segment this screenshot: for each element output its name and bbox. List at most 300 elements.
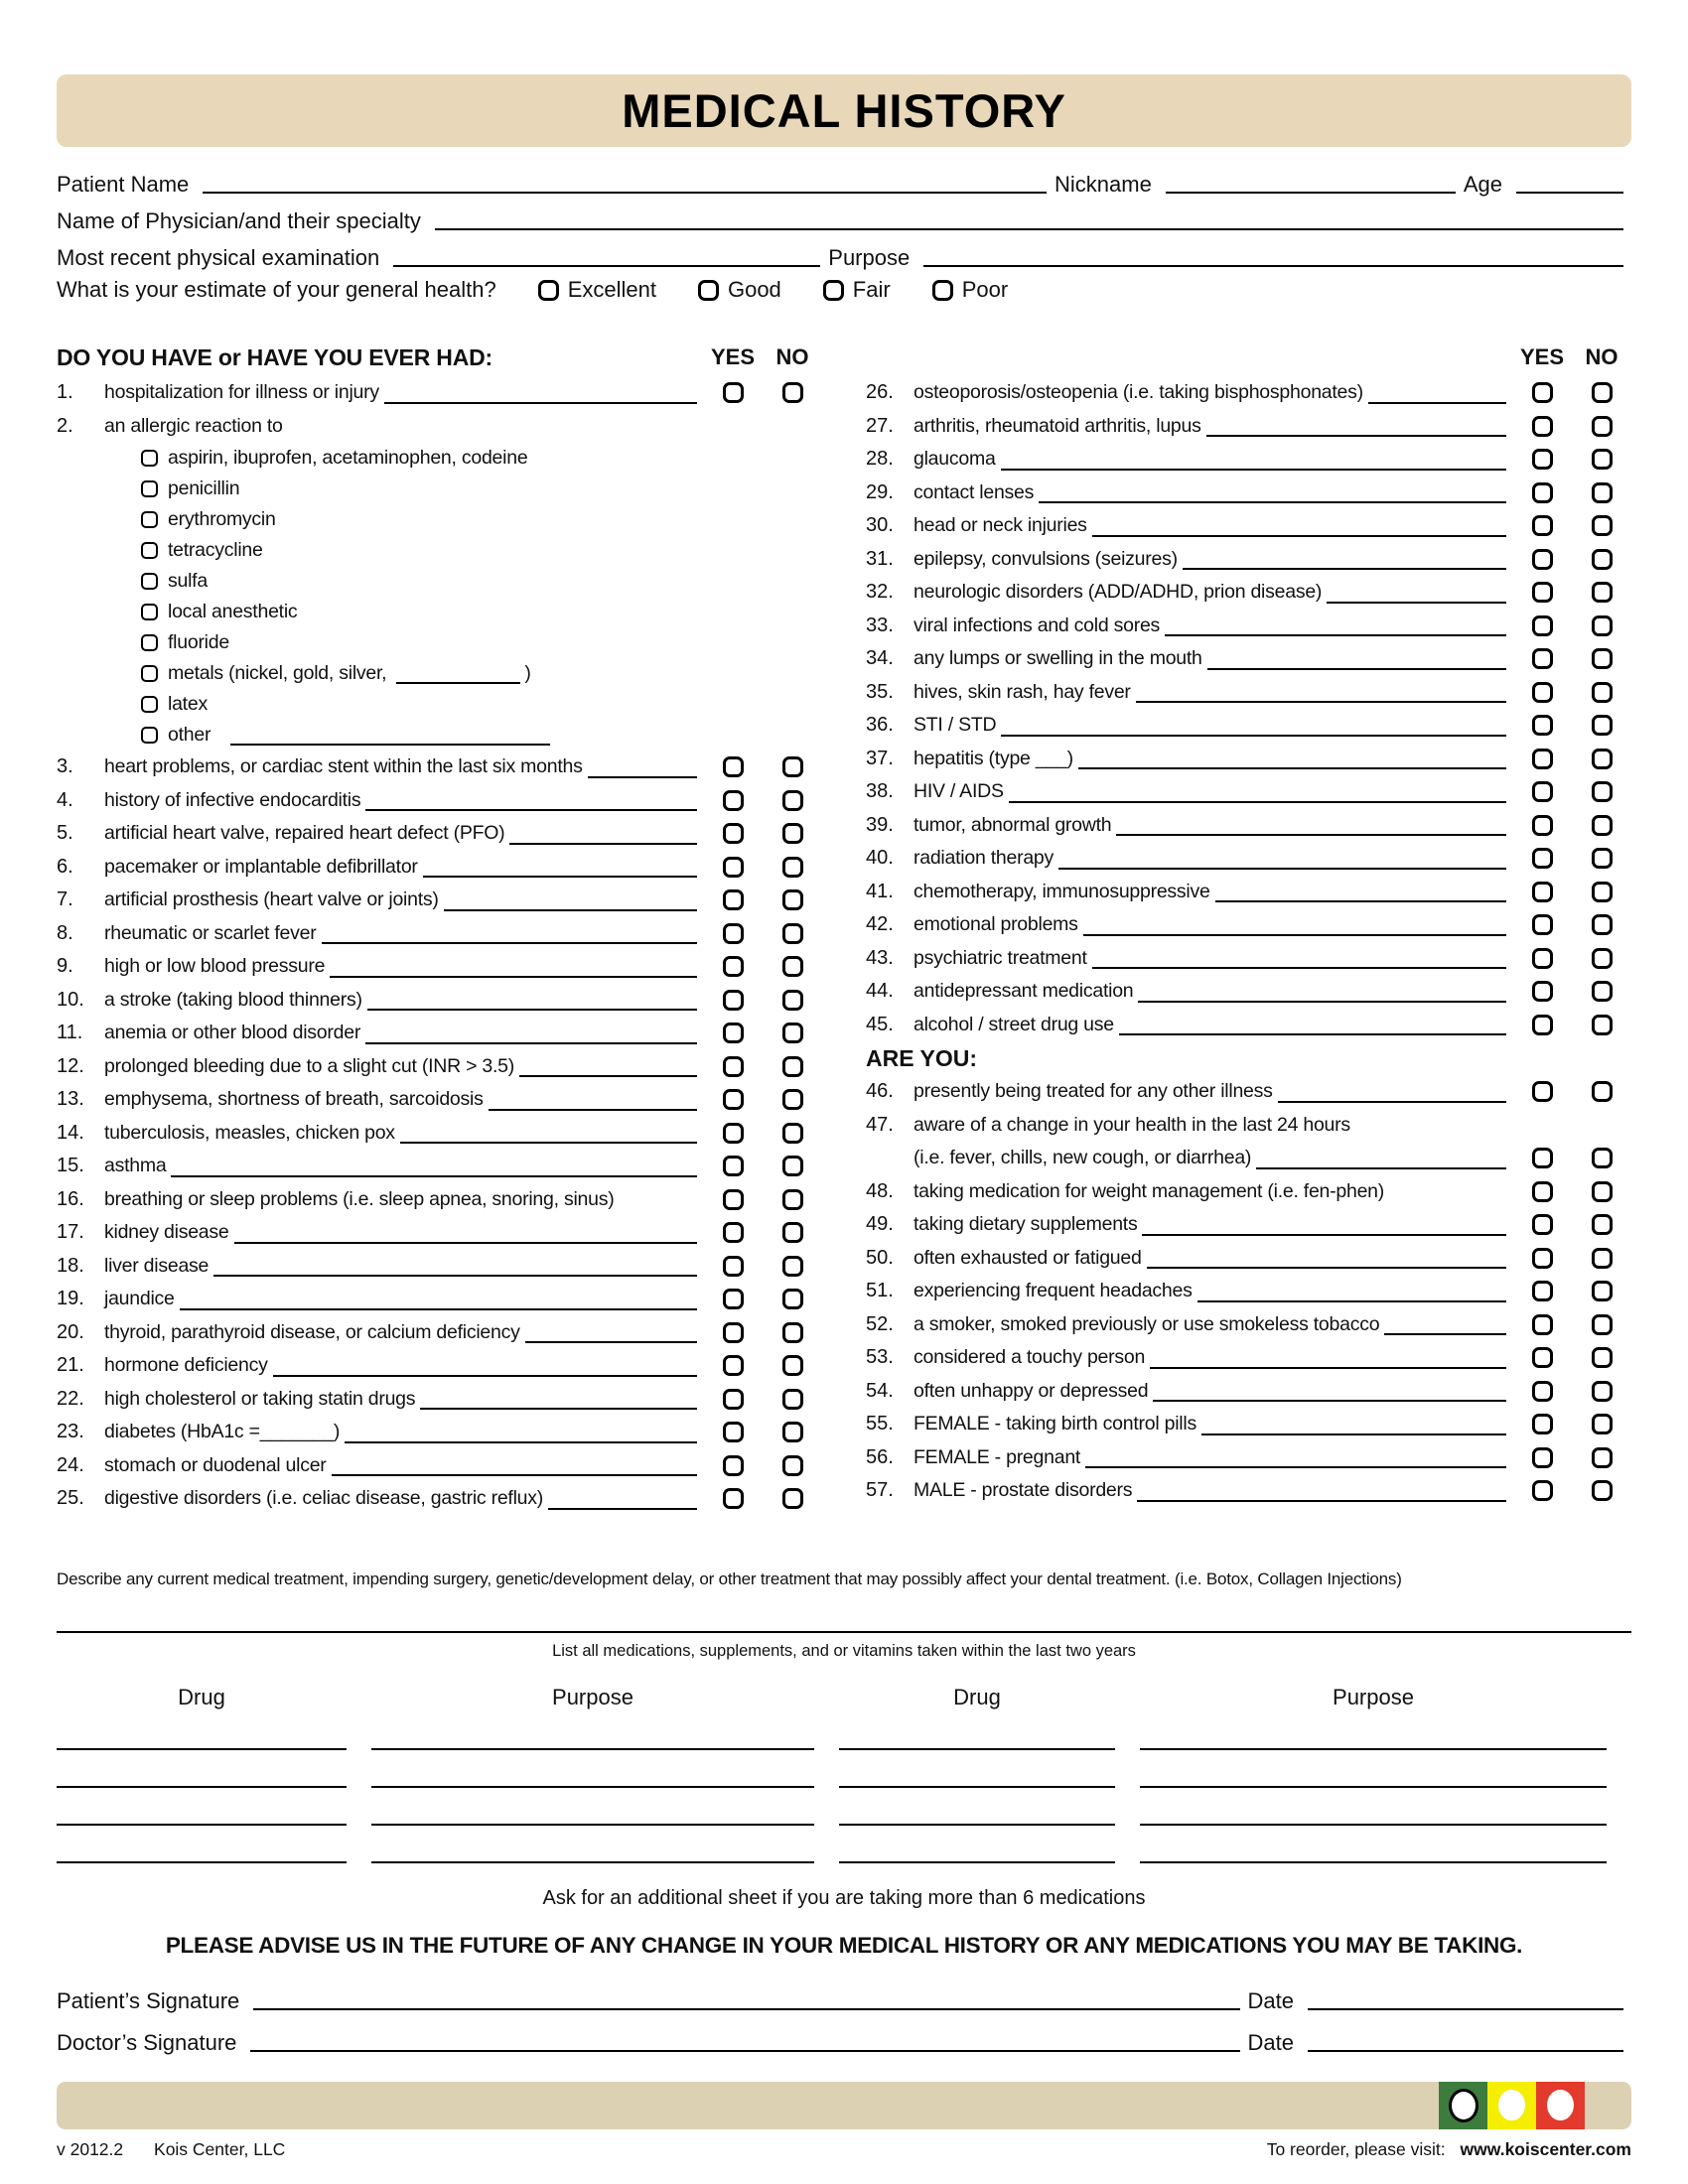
yes-cell [703,857,763,878]
suffix-text: ) [524,662,531,684]
allergy-item-row [57,443,822,474]
answer-line[interactable] [1092,535,1506,537]
yes-checkbox[interactable] [1532,815,1553,836]
yes-cell [703,790,763,811]
question-number: 41. [866,880,894,902]
answer-line[interactable] [1153,1400,1506,1402]
answer-line[interactable] [1119,1033,1506,1035]
yes-checkbox[interactable] [1532,1314,1553,1335]
no-checkbox[interactable] [1592,848,1613,869]
question-text: FEMALE - pregnant [914,1445,1081,1468]
question-number: 12. [57,1054,84,1077]
no-checkbox[interactable] [782,956,803,977]
no-checkbox[interactable] [782,1289,803,1309]
yes-checkbox[interactable] [723,790,744,811]
question-text: a stroke (taking blood thinners) [104,988,362,1011]
answer-line[interactable] [180,1308,697,1310]
no-checkbox[interactable] [1592,1414,1613,1434]
yes-checkbox[interactable] [723,1089,744,1110]
answer-line[interactable] [234,1242,698,1244]
patient-name-label: Patient Name [57,172,190,197]
describe-treatment-field[interactable] [57,1589,1631,1633]
no-checkbox[interactable] [782,1156,803,1176]
yes-checkbox[interactable] [1532,848,1553,869]
answer-line[interactable] [525,1341,697,1343]
answer-line[interactable] [489,1109,697,1111]
no-checkbox[interactable] [782,1389,803,1410]
no-checkbox[interactable] [1592,882,1613,902]
drug-field[interactable] [839,1788,1115,1826]
yes-checkbox[interactable] [1532,1347,1553,1368]
no-cell [1572,848,1631,869]
yes-cell [1512,715,1572,736]
no-checkbox[interactable] [1592,914,1613,935]
patient-signature-field[interactable] [253,2008,1239,2010]
question-row [57,376,822,410]
question-row [57,917,822,951]
drug-field[interactable] [57,1788,347,1826]
no-checkbox[interactable] [782,1488,803,1509]
question-text: antidepressant medication [914,980,1134,1003]
additional-sheet-text: Ask for an additional sheet if you are taking more than 6 medications [542,1886,1146,1909]
answer-line[interactable] [588,776,697,778]
yes-checkbox[interactable] [723,1455,744,1476]
no-checkbox[interactable] [1592,515,1613,536]
health-option-excellent [538,277,656,303]
purpose-field[interactable] [371,1750,814,1788]
answer-line[interactable] [1092,967,1506,969]
doctor-signature-field[interactable] [250,2050,1239,2052]
no-checkbox[interactable] [1592,416,1613,437]
answer-line[interactable] [1256,1167,1506,1169]
answer-line[interactable] [1197,1300,1506,1302]
question-row [866,908,1631,942]
yes-checkbox[interactable] [723,756,744,777]
yes-cell [703,1222,763,1243]
answer-line[interactable] [1201,1433,1506,1435]
no-checkbox[interactable] [1592,781,1613,802]
allergy-checkbox[interactable] [141,665,158,682]
answer-line[interactable] [1206,435,1506,437]
no-column-header: NO [1585,344,1618,369]
age-field[interactable] [1516,192,1623,194]
drug-column-header: Drug [953,1684,1001,1709]
yes-checkbox[interactable] [1532,416,1553,437]
purpose-column-header: Purpose [1333,1684,1414,1709]
health-option-fair [823,277,891,303]
yes-checkbox[interactable] [1532,781,1553,802]
question-number: 34. [866,647,894,670]
question-text: MALE - prostate disorders [914,1479,1133,1502]
answer-line[interactable] [1009,801,1506,803]
answer-line[interactable] [400,1142,697,1144]
question-number: 6. [57,855,73,878]
no-checkbox[interactable] [1592,1314,1613,1335]
yes-cell [1512,914,1572,935]
yes-checkbox[interactable] [1532,1015,1553,1035]
yes-checkbox[interactable] [723,1256,744,1277]
yes-cell [703,1289,763,1309]
allergy-item-row [57,566,822,597]
answer-line[interactable] [519,1075,697,1077]
question-row [866,376,1631,410]
question-text: a smoker, smoked previously or use smokeless tobacco [914,1312,1380,1335]
drug-field[interactable] [57,1712,347,1750]
yes-checkbox[interactable] [1532,1447,1553,1468]
question-number: 44. [866,980,894,1003]
question-row [866,1275,1631,1308]
physical-exam-field[interactable] [393,265,820,267]
question-text: history of infective endocarditis [104,788,361,811]
no-checkbox[interactable] [782,857,803,878]
answer-line[interactable] [1058,868,1506,870]
yes-checkbox[interactable] [1532,1480,1553,1501]
yes-checkbox[interactable] [1532,549,1553,570]
yes-checkbox[interactable] [723,382,744,403]
no-checkbox[interactable] [1592,715,1613,736]
yes-checkbox[interactable] [1532,1281,1553,1301]
answer-line[interactable] [1039,501,1506,503]
no-checkbox[interactable] [782,990,803,1011]
no-cell [1572,882,1631,902]
no-checkbox[interactable] [1592,449,1613,470]
yes-cell [1512,449,1572,470]
answer-line[interactable] [1147,1267,1506,1269]
allergy-checkbox[interactable] [141,727,158,744]
question-number: 51. [866,1280,894,1302]
allergy-checkbox[interactable] [141,450,158,467]
nickname-field[interactable] [1166,192,1456,194]
answer-line[interactable] [273,1375,697,1377]
yes-cell [1512,1414,1572,1434]
yes-checkbox[interactable] [723,956,744,977]
yes-checkbox[interactable] [723,1289,744,1309]
purpose-field[interactable] [1140,1712,1607,1750]
no-checkbox[interactable] [782,1023,803,1043]
yes-checkbox[interactable] [723,923,744,944]
physician-field[interactable] [435,228,1623,230]
no-cell [763,790,822,811]
yes-checkbox[interactable] [1532,449,1553,470]
no-cell [1572,549,1631,570]
answer-line[interactable] [1078,767,1506,769]
purpose-field[interactable] [371,1712,814,1750]
allergy-checkbox[interactable] [141,573,158,590]
yes-checkbox[interactable] [1532,981,1553,1002]
answer-line[interactable] [1138,1001,1506,1003]
good-checkbox[interactable] [698,280,719,301]
yes-checkbox[interactable] [1532,515,1553,536]
no-cell [763,1123,822,1144]
answer-line[interactable] [423,876,697,878]
answer-line[interactable] [367,1009,697,1011]
no-cell [1572,749,1631,769]
excellent-checkbox[interactable] [538,280,559,301]
yes-checkbox[interactable] [723,857,744,878]
patient-name-row [57,161,1631,198]
no-checkbox[interactable] [782,1256,803,1277]
question-number: 43. [866,946,894,969]
drug-field[interactable] [839,1826,1115,1863]
purpose-field[interactable] [1140,1788,1607,1826]
answer-line[interactable] [332,1474,697,1476]
yes-checkbox[interactable] [723,1189,744,1210]
yes-cell [703,1123,763,1144]
patient-name-field[interactable] [203,192,1047,194]
yes-checkbox[interactable] [1532,1381,1553,1402]
yes-checkbox[interactable] [1532,482,1553,503]
no-checkbox[interactable] [782,1189,803,1210]
question-row [57,1482,822,1516]
answer-line[interactable] [1368,402,1506,404]
no-checkbox[interactable] [782,1422,803,1442]
no-checkbox[interactable] [1592,382,1613,403]
reorder-url-link[interactable]: www.koiscenter.com [1460,2138,1631,2159]
yes-checkbox[interactable] [1532,1181,1553,1202]
question-text: stomach or duodenal ulcer [104,1453,327,1476]
yes-checkbox[interactable] [1532,749,1553,769]
allergy-checkbox[interactable] [141,634,158,651]
question-row [57,1050,822,1084]
purpose-field[interactable] [1140,1750,1607,1788]
question-text: asthma [104,1155,167,1177]
answer-line[interactable] [1384,1333,1506,1335]
no-checkbox[interactable] [1592,1181,1613,1202]
no-checkbox[interactable] [1592,682,1613,703]
no-checkbox[interactable] [782,1455,803,1476]
patient-date-field[interactable] [1308,2008,1623,2010]
question-text: neurologic disorders (ADD/ADHD, prion disease) [914,581,1323,604]
allergy-item-row [57,597,822,627]
answer-line[interactable] [171,1175,697,1177]
answer-line[interactable] [322,942,698,944]
question-row [57,1150,822,1183]
question-text: (i.e. fever, chills, new cough, or diarrhea) [914,1147,1252,1169]
poor-label: Poor [961,277,1009,302]
no-checkbox[interactable] [782,1089,803,1110]
yes-checkbox[interactable] [1532,582,1553,603]
no-checkbox[interactable] [1592,1248,1613,1269]
yes-checkbox[interactable] [1532,1414,1553,1434]
answer-line[interactable] [1083,934,1506,936]
yes-checkbox[interactable] [1532,1081,1553,1102]
answer-line[interactable] [1183,568,1506,570]
answer-line[interactable] [365,1042,697,1044]
yes-checkbox[interactable] [1532,715,1553,736]
question-row [57,1383,822,1417]
no-cell [1572,1181,1631,1202]
no-checkbox[interactable] [1592,981,1613,1002]
answer-line[interactable] [1116,834,1506,836]
no-checkbox[interactable] [1592,482,1613,503]
answer-line[interactable] [420,1408,697,1410]
yes-checkbox[interactable] [1532,914,1553,935]
no-cell [763,1488,822,1509]
answer-line[interactable] [1327,602,1506,604]
answer-line[interactable] [213,1275,697,1277]
yes-checkbox[interactable] [1532,682,1553,703]
no-checkbox[interactable] [782,923,803,944]
no-checkbox[interactable] [1592,815,1613,836]
fair-checkbox[interactable] [823,280,844,301]
no-checkbox[interactable] [1592,549,1613,570]
drug-field[interactable] [839,1712,1115,1750]
question-row [866,1308,1631,1342]
drug-field[interactable] [57,1750,347,1788]
answer-line[interactable] [1137,1500,1506,1502]
answer-line[interactable] [345,1441,697,1443]
answer-line[interactable] [1142,1234,1506,1236]
allergy-item-row [57,658,822,689]
question-text: heart problems, or cardiac stent within the last six months [104,755,583,778]
question-text: considered a touchy person [914,1346,1146,1369]
yes-checkbox[interactable] [723,1056,744,1077]
drug-field[interactable] [57,1826,347,1863]
no-checkbox[interactable] [782,790,803,811]
answer-line[interactable] [1136,701,1506,703]
no-checkbox[interactable] [1592,1148,1613,1168]
yes-checkbox[interactable] [1532,882,1553,902]
question-number: 26. [866,381,894,404]
age-label: Age [1463,172,1502,197]
no-checkbox[interactable] [782,823,803,844]
doctor-signature-label: Doctor’s Signature [57,2029,237,2055]
question-text: hormone deficiency [104,1354,268,1377]
question-row [57,1216,822,1250]
drug-field[interactable] [839,1750,1115,1788]
allergy-checkbox[interactable] [141,480,158,497]
no-checkbox[interactable] [1592,948,1613,969]
yes-checkbox[interactable] [723,1222,744,1243]
answer-line[interactable] [230,744,550,746]
purpose-field[interactable] [371,1826,814,1863]
no-checkbox[interactable] [782,1222,803,1243]
no-checkbox[interactable] [1592,1480,1613,1501]
no-checkbox[interactable] [782,1123,803,1144]
answer-line[interactable] [1215,900,1506,902]
question-row [866,1242,1631,1276]
yes-checkbox[interactable] [723,1488,744,1509]
no-checkbox[interactable] [782,1355,803,1376]
yes-checkbox[interactable] [723,1389,744,1410]
question-number: 5. [57,822,73,845]
yes-checkbox[interactable] [1532,1248,1553,1269]
yes-checkbox[interactable] [723,1123,744,1144]
no-checkbox[interactable] [782,1056,803,1077]
allergy-checkbox[interactable] [141,604,158,620]
version-info [57,2139,311,2160]
yes-checkbox[interactable] [1532,615,1553,636]
yes-checkbox[interactable] [723,1355,744,1376]
no-checkbox[interactable] [1592,582,1613,603]
question-row [866,709,1631,743]
answer-line[interactable] [444,909,697,911]
question-text: high cholesterol or taking statin drugs [104,1387,416,1410]
yes-checkbox[interactable] [723,1422,744,1442]
yes-checkbox[interactable] [723,1156,744,1176]
no-checkbox[interactable] [1592,1447,1613,1468]
yes-checkbox[interactable] [723,1023,744,1043]
question-text: artificial prosthesis (heart valve or joints) [104,888,439,911]
yes-checkbox[interactable] [723,1322,744,1343]
yes-checkbox[interactable] [1532,1214,1553,1235]
answer-line[interactable] [1165,634,1506,636]
no-checkbox[interactable] [1592,1281,1613,1301]
question-text: presently being treated for any other illness [914,1080,1273,1103]
no-cell [763,382,822,403]
no-cell [763,857,822,878]
no-checkbox[interactable] [782,756,803,777]
no-checkbox[interactable] [1592,1214,1613,1235]
no-cell [1572,948,1631,969]
question-row [866,1341,1631,1375]
yes-checkbox[interactable] [723,990,744,1011]
answer-line[interactable] [1207,668,1506,670]
answer-line[interactable] [1001,469,1506,471]
no-checkbox[interactable] [1592,1015,1613,1035]
drug-column-header: Drug [178,1684,225,1709]
no-cell [763,1156,822,1176]
question-text: aware of a change in your health in the last 24 hours [914,1113,1350,1136]
question-number: 38. [866,780,894,803]
answer-line[interactable] [509,843,697,845]
questions-column-left [57,339,822,1516]
no-cell [1572,981,1631,1002]
allergy-item-row [57,504,822,535]
yes-checkbox[interactable] [1532,382,1553,403]
no-checkbox[interactable] [1592,749,1613,769]
answer-line[interactable] [384,402,697,404]
poor-checkbox[interactable] [932,280,953,301]
answer-line[interactable] [548,1508,697,1510]
question-number: 9. [57,955,73,978]
yes-checkbox[interactable] [1532,948,1553,969]
yes-checkbox[interactable] [1532,1148,1553,1168]
answer-line[interactable] [1150,1367,1506,1369]
patient-signature-label: Patient’s Signature [57,1987,240,2013]
no-checkbox[interactable] [1592,1381,1613,1402]
answer-line[interactable] [1278,1101,1506,1103]
no-checkbox[interactable] [1592,1081,1613,1102]
yes-checkbox[interactable] [723,889,744,910]
purpose-field[interactable] [1140,1826,1607,1863]
no-checkbox[interactable] [1592,1347,1613,1368]
allergy-item-label: aspirin, ibuprofen, acetaminophen, codeine [168,447,528,469]
no-checkbox[interactable] [782,889,803,910]
answer-line[interactable] [330,976,697,978]
question-row [57,1316,822,1350]
allergy-checkbox[interactable] [141,696,158,713]
answer-line[interactable] [1085,1466,1506,1468]
purpose-field[interactable] [371,1788,814,1826]
answer-line[interactable] [1001,735,1506,737]
no-checkbox[interactable] [1592,648,1613,669]
yes-checkbox[interactable] [1532,648,1553,669]
question-text: hospitalization for illness or injury [104,381,379,404]
allergy-checkbox[interactable] [141,511,158,528]
allergy-checkbox[interactable] [141,542,158,559]
no-checkbox[interactable] [782,382,803,403]
doctor-date-field[interactable] [1308,2050,1623,2052]
answer-line[interactable] [365,809,697,811]
no-cell [1572,1480,1631,1501]
answer-line[interactable] [396,682,520,684]
no-checkbox[interactable] [782,1322,803,1343]
purpose-label: Purpose [828,245,911,270]
no-checkbox[interactable] [1592,615,1613,636]
purpose-field[interactable] [923,265,1623,267]
yes-checkbox[interactable] [723,823,744,844]
